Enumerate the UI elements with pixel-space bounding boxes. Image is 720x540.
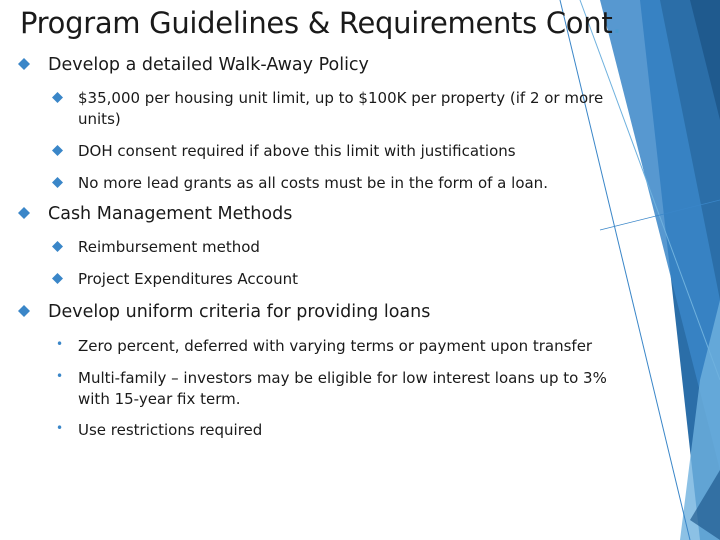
dot-bullet-icon: •	[56, 421, 64, 435]
diamond-bullet-icon	[52, 92, 63, 103]
list-item-text: No more lead grants as all costs must be in the form of a loan.	[78, 174, 548, 192]
list-item-text: Multi-family – investors may be eligible for low interest loans up to 3%	[78, 369, 607, 387]
list-item-text: Project Expenditures Account	[78, 270, 298, 288]
list-item-text: Zero percent, deferred with varying terms or payment upon transfer	[78, 337, 593, 355]
diamond-bullet-icon	[18, 207, 30, 219]
list-item-text: Use restrictions required	[78, 421, 263, 439]
diamond-bullet-icon	[52, 177, 63, 188]
diamond-bullet-icon	[52, 145, 63, 156]
slide-title-dot: .	[612, 6, 622, 40]
diamond-bullet-icon	[52, 273, 63, 284]
list-item-text: units)	[78, 110, 121, 128]
slide-title	[20, 6, 621, 40]
diamond-bullet-icon	[52, 241, 63, 252]
section-label: Cash Management Methods	[48, 204, 293, 224]
list-item-text: $35,000 per housing unit limit, up to $100K per property (if 2 or more	[78, 89, 604, 107]
slide-title-text: Program Guidelines & Requirements Cont	[20, 6, 613, 40]
diamond-bullet-icon	[18, 58, 30, 70]
list-item-text: Reimbursement method	[78, 238, 260, 256]
dot-bullet-icon: •	[56, 369, 64, 383]
diamond-bullet-icon	[18, 305, 30, 317]
section-label: Develop uniform criteria for providing loans	[48, 302, 431, 322]
list-item-text: with 15-year fix term.	[78, 390, 241, 408]
section-label: Develop a detailed Walk-Away Policy	[48, 55, 369, 75]
list-item-text: DOH consent required if above this limit with justifications	[78, 142, 516, 160]
dot-bullet-icon: •	[56, 337, 64, 351]
